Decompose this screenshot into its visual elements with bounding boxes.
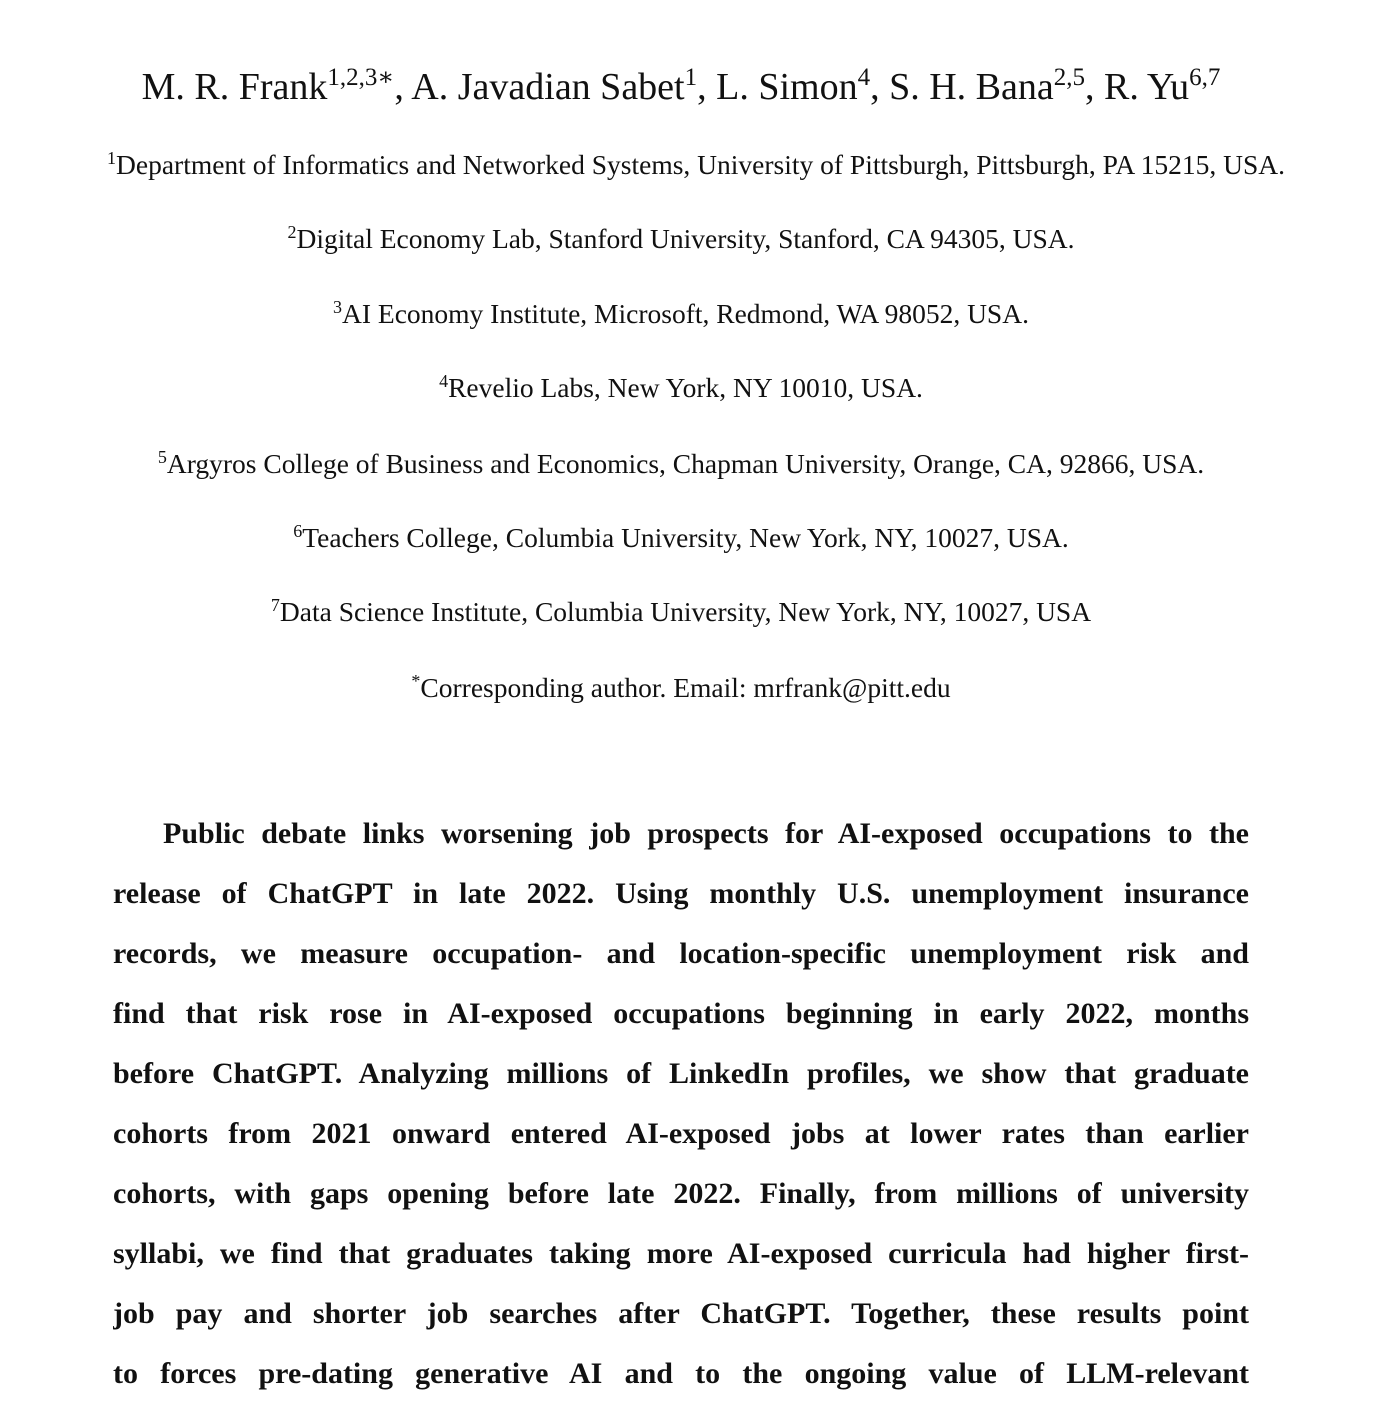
affiliation-text: Digital Economy Lab, Stanford University, Stanford, CA 94305, USA.: [296, 223, 1075, 254]
affiliation-text: Department of Informatics and Networked Systems, University of Pittsburgh, Pittsburgh, PA 15215, USA.: [116, 149, 1285, 180]
affiliation-mark: 3: [333, 297, 343, 317]
affiliation-mark: 5: [157, 447, 167, 467]
abstract-line: before ChatGPT. Analyzing millions of LinkedIn profiles, we show that graduate: [113, 1057, 1249, 1090]
author-name: L. Simon: [716, 66, 858, 108]
affiliation: [0, 521, 1362, 555]
affiliation-text: Revelio Labs, New York, NY 10010, USA.: [448, 372, 923, 403]
affiliation-text: Teachers College, Columbia University, New York, NY, 10027, USA.: [302, 522, 1069, 553]
affiliation-mark: 1,2,3∗: [327, 64, 395, 91]
affiliation-text: Argyros College of Business and Economics, Chapman University, Orange, CA, 92866, USA.: [166, 448, 1205, 479]
abstract: [113, 813, 1249, 1413]
affiliation: [0, 148, 1392, 182]
affiliation: [0, 595, 1362, 629]
abstract-line: find that risk rose in AI-exposed occupations beginning in early 2022, months: [113, 997, 1249, 1030]
abstract-line: job pay and shorter job searches after ChatGPT. Together, these results point: [113, 1297, 1249, 1330]
affiliation-mark: 2,5: [1053, 64, 1085, 91]
affiliation: [0, 222, 1362, 256]
abstract-line: records, we measure occupation- and location-specific unemployment risk and: [113, 937, 1249, 970]
affiliation: [0, 297, 1362, 331]
affiliation: [0, 371, 1362, 405]
author-separator: ,: [870, 66, 890, 108]
affiliation-mark: 6,7: [1189, 64, 1221, 91]
abstract-line: to forces pre-dating generative AI and to the ongoing value of LLM-relevant: [113, 1357, 1249, 1390]
author-separator: ,: [394, 66, 412, 108]
asterisk-mark: *: [411, 671, 421, 691]
affiliation-mark: 2: [287, 222, 297, 242]
author-separator: ,: [697, 66, 717, 108]
abstract-line: cohorts from 2021 onward entered AI-exposed jobs at lower rates than earlier: [113, 1117, 1249, 1150]
affiliation-mark: 4: [439, 371, 449, 391]
abstract-line: release of ChatGPT in late 2022. Using monthly U.S. unemployment insurance: [113, 877, 1249, 910]
abstract-line: Public debate links worsening job prospects for AI-exposed occupations to the: [163, 817, 1249, 850]
affiliation-mark: 7: [270, 595, 280, 615]
abstract-line: syllabi, we find that graduates taking more AI-exposed curricula had higher first-: [113, 1237, 1249, 1270]
affiliation-text: AI Economy Institute, Microsoft, Redmond, WA 98052, USA.: [342, 298, 1029, 329]
author-separator: ,: [1084, 66, 1104, 108]
corresponding-author-text: Corresponding author. Email: mrfrank@pitt.edu: [420, 672, 951, 703]
affiliation-mark: 1: [107, 148, 117, 168]
author-list: [0, 62, 1362, 112]
corresponding-author: [0, 671, 1362, 705]
abstract-line: cohorts, with gaps opening before late 2022. Finally, from millions of university: [113, 1177, 1249, 1210]
affiliation-text: Data Science Institute, Columbia University, New York, NY, 10027, USA: [279, 596, 1092, 627]
author-name: S. H. Bana: [889, 66, 1054, 108]
affiliation-mark: 4: [857, 64, 871, 91]
affiliation: [0, 447, 1362, 481]
author-name: R. Yu: [1103, 66, 1190, 108]
affiliation-mark: 1: [684, 64, 698, 91]
author-name: A. Javadian Sabet: [411, 66, 685, 108]
author-name: M. R. Frank: [141, 66, 328, 108]
affiliation-mark: 6: [293, 521, 303, 541]
